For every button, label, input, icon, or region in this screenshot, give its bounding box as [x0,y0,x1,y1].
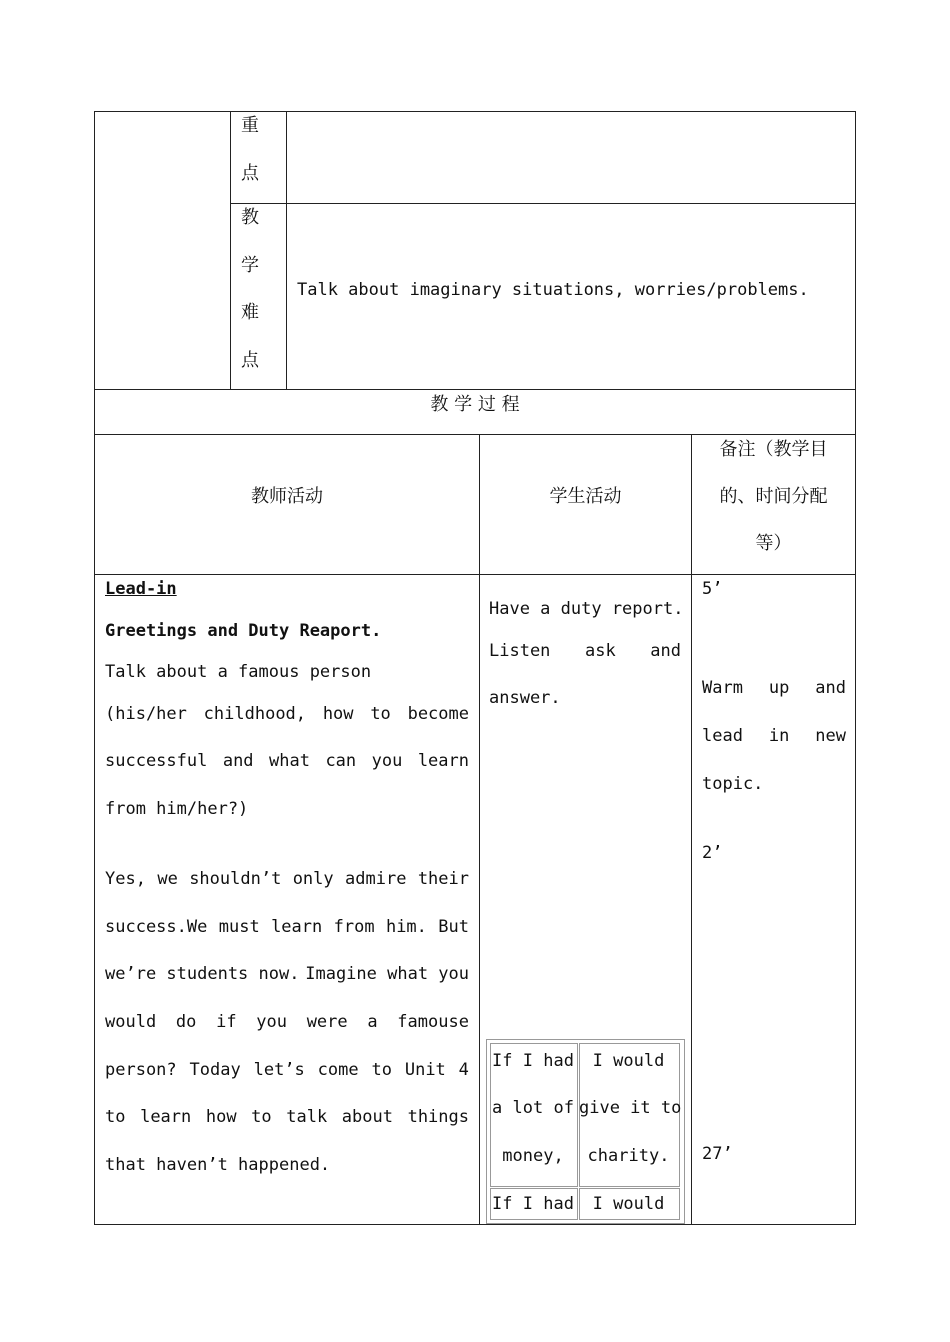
teacher-para1-line-1 [105,703,469,725]
teacher-para2-line-5 [105,1059,469,1081]
teacher-para2-line-1 [105,868,469,890]
word: and [815,678,846,698]
word: learn [417,751,469,771]
row-divider-headers [94,574,856,575]
teacher-para2-line-2 [105,916,469,938]
nandian-text: Talk about imaginary situations, worries/problems. [297,280,809,300]
example-r1c2-line-1: I would [592,1051,665,1071]
nandian-char-4: 点 [241,350,259,371]
example-r1c1-line-2: a lot of [492,1098,574,1118]
row-divider-zhongdian [230,203,856,204]
word: what [269,751,310,771]
word: to [370,704,391,724]
word: Yes, [105,869,146,889]
word: (his/her [105,704,187,724]
example-r1c2-line-3: charity. [587,1146,670,1166]
word: to [251,1107,272,1127]
header-notes-line-2: 的、时间分配 [719,486,828,507]
teacher-para2-line-7: that haven’t happened. [105,1155,331,1175]
row-divider-nandian [94,389,856,390]
example-r2c2: I would [592,1194,665,1214]
word: must [218,917,260,937]
header-teacher: 教师活动 [251,486,323,507]
word: if [216,1012,237,1032]
word: you [371,751,403,771]
nandian-char-1: 教 [241,207,259,228]
note-time-2: 2’ [702,843,723,863]
process-title: 教 学 过 程 [430,394,520,415]
word: But [438,917,469,937]
word: him. [385,917,427,937]
example-r1c2-line-2: give it to [579,1098,682,1118]
word: come [317,1060,359,1080]
zhongdian-char-2: 点 [241,163,259,184]
example-r2c1: If I had [492,1194,574,1214]
word: how [205,1107,237,1127]
word: success.We [105,917,208,937]
talk-line: Talk about a famous person [105,662,372,682]
note-warm-line-3: topic. [702,774,764,794]
greetings-line: Greetings and Duty Reaport. [105,621,382,641]
word: become [407,704,469,724]
teacher-para2-line-6 [105,1106,469,1128]
word: a [367,1012,378,1032]
teacher-para1-line-3: from him/her?) [105,799,249,819]
word: things [407,1107,469,1127]
word: how [322,704,354,724]
word: Imagine what you [305,964,469,984]
table-border-left [94,111,95,1225]
word: and [650,641,681,661]
header-notes-line-1: 备注（教学目 [719,439,828,460]
word: Today [189,1060,241,1080]
word: talk [286,1107,328,1127]
word: to [371,1060,392,1080]
word: shouldn’t [189,869,282,889]
word: person? [105,1060,177,1080]
word: let’s [253,1060,305,1080]
col-divider-teacher [479,434,480,1225]
table-border-bottom [94,1224,856,1225]
word: new [815,726,846,746]
word: were [306,1012,348,1032]
row-divider-process-title [94,434,856,435]
word: childhood, [203,704,307,724]
note-warm-line-2 [702,725,846,747]
word: would [105,1012,157,1032]
word: famouse [397,1012,469,1032]
word: from [333,917,375,937]
word: Listen [489,641,551,661]
word: can [325,751,357,771]
word: Unit [404,1060,446,1080]
nandian-char-2: 学 [241,255,259,276]
word: you [256,1012,287,1032]
word: their [417,869,469,889]
example-r1c1-line-3: money, [502,1146,564,1166]
teacher-para2-line-3 [105,963,469,985]
word: lead [702,726,743,746]
student-line-3: answer. [489,688,561,708]
word: learn [271,917,323,937]
header-notes-line-3: 等） [755,533,792,554]
table-border-right [855,111,856,1225]
header-student: 学生活动 [549,486,622,507]
word: in [768,726,790,746]
col-divider-label-right [286,111,287,389]
col-divider-label-left [230,111,231,389]
word: and [222,751,254,771]
word: to [105,1107,126,1127]
word: only [292,869,334,889]
lead-in-heading: Lead-in [105,579,177,599]
word: do [175,1012,197,1032]
table-border-top [94,111,856,112]
word: 4 [458,1060,469,1080]
word: ask [584,641,616,661]
word: about [341,1107,393,1127]
teacher-para1-line-2 [105,750,469,772]
teacher-para2-line-4 [105,1011,469,1033]
word: we’re students now. [105,964,300,984]
word: we [157,869,178,889]
word: learn [140,1107,192,1127]
word: Warm [702,678,743,698]
note-time-3: 27’ [702,1144,733,1164]
word: up [768,678,790,698]
example-r1c1-line-1: If I had [492,1051,574,1071]
nandian-char-3: 难 [241,302,259,323]
student-line-1: Have a duty report. [489,599,684,619]
word: successful [105,751,208,771]
note-warm-line-1 [702,677,846,699]
note-time-1: 5’ [702,579,723,599]
zhongdian-char-1: 重 [241,115,259,136]
word: admire [345,869,407,889]
student-line-2 [489,640,681,662]
